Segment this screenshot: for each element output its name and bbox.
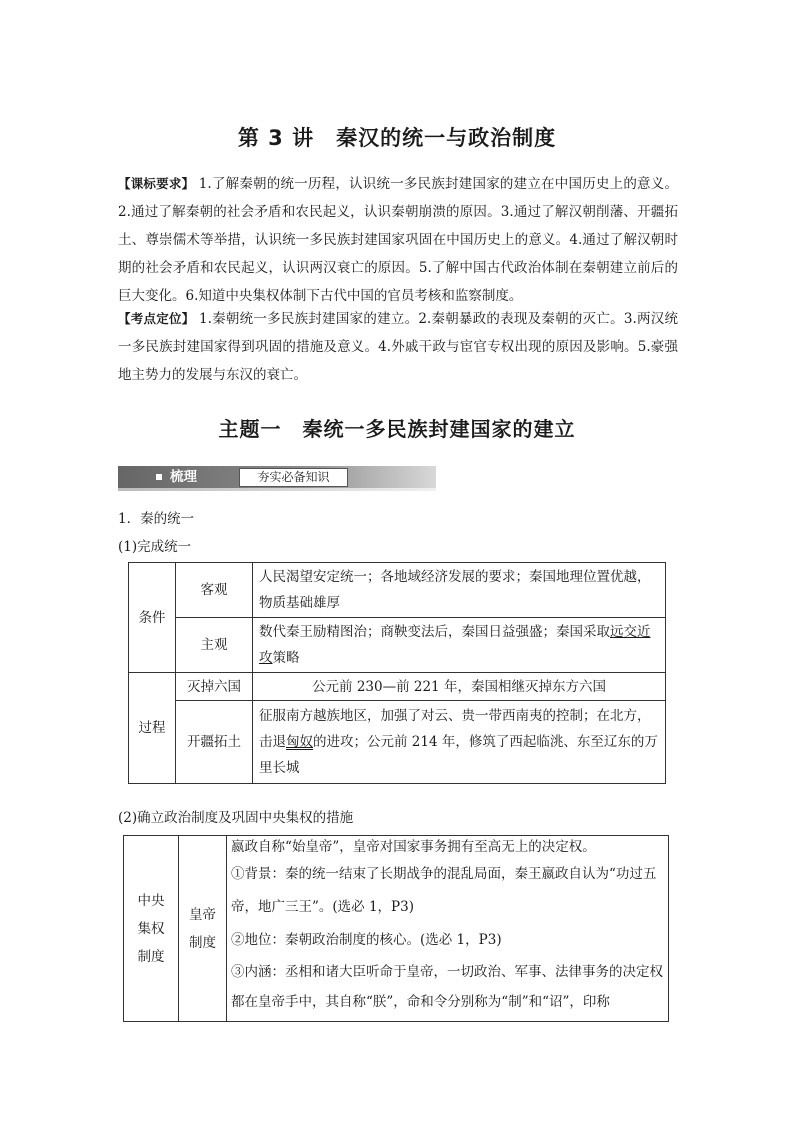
section-heading: 1．秦的统一: [118, 511, 195, 527]
section-banner: [118, 466, 436, 492]
subjective-label: 主观: [176, 618, 253, 673]
system-cell: 皇帝 制度: [179, 836, 227, 1022]
exam-points-tag: 【考点定位】: [118, 311, 195, 326]
objective-label: 客观: [176, 563, 253, 618]
curriculum-requirements: [118, 170, 678, 310]
lecture-title: 第 3 讲 秦汉的统一与政治制度: [237, 126, 557, 150]
emperor-system-content: 嬴政自称“始皇帝”，皇帝对国家事务拥有至高无上的决定权。 ①背景：秦的统一结束了长期战争的混乱局面，秦王嬴政自认为“功过五帝，地广三王”。(选必 1，P3) ②地位：秦朝政治制度的核心。(选必 1，P3) ③内涵：丞相和诸大臣听命于皇帝，一切政治、军事、法律事务的决定权都在皇帝手中，其自称“朕”，命和令分别称为“制”和“诏”，印称: [227, 836, 669, 1022]
curriculum-tag: 【课标要求】: [118, 176, 195, 191]
unification-table: [128, 562, 666, 784]
expansion-label: 开疆拓土: [176, 701, 253, 784]
conditions-cell: 条件: [129, 563, 176, 673]
conquest-text: 公元前 230—前 221 年，秦国相继灭掉东方六国: [253, 673, 666, 701]
process-cell: 过程: [129, 673, 176, 784]
expansion-text: 征服南方越族地区，加强了对云、贵一带西南夷的控制；在北方，击退匈奴的进攻；公元前 214 年，修筑了西起临洮、东至辽东的万里长城: [253, 701, 666, 784]
conquest-label: 灭掉六国: [176, 673, 253, 701]
subsection-heading: (2)确立政治制度及巩固中央集权的措施: [118, 810, 354, 826]
subsection-heading: (1)完成统一: [118, 539, 192, 555]
category-cell: 中央 集权 制度: [124, 836, 179, 1022]
exam-points-text: 1.秦朝统一多民族封建国家的建立。2.秦朝暴政的表现及秦朝的灭亡。3.两汉统一多民族封建国家得到巩固的措施及意义。4.外戚干政与宦官专权出现的原因及影响。5.豪强地主势力的发展与东汉的衰亡。: [118, 311, 678, 383]
key-term: 远交近攻: [259, 624, 651, 666]
subjective-text: 数代秦王励精图治；商鞅变法后，秦国日益强盛；秦国采取远交近攻策略: [253, 618, 666, 673]
banner-tag: 夯实必备知识: [239, 468, 348, 487]
square-bullet-icon: [156, 474, 162, 480]
topic-title: 主题一 秦统一多民族封建国家的建立: [218, 417, 576, 441]
banner-label: 梳理: [170, 469, 197, 485]
political-system-table: [123, 835, 669, 1022]
objective-text: 人民渴望安定统一；各地域经济发展的要求；秦国地理位置优越，物质基础雄厚: [253, 563, 666, 618]
key-term: 匈奴: [286, 734, 313, 750]
exam-points: [118, 305, 678, 389]
curriculum-text: 1.了解秦朝的统一历程，认识统一多民族封建国家的建立在中国历史上的意义。2.通过了解秦朝的社会矛盾和农民起义，认识秦朝崩溃的原因。3.通过了解汉朝削藩、开疆拓土、尊崇儒术等举措，认识统一多民族封建国家巩固在中国历史上的意义。4.通过了解汉朝时期的社会矛盾和农民起义，认识两汉衰亡的原因。5.了解中国古代政治体制在秦朝建立前后的巨大变化。6.知道中央集权体制下古代中国的官员考核和监察制度。: [118, 176, 678, 304]
